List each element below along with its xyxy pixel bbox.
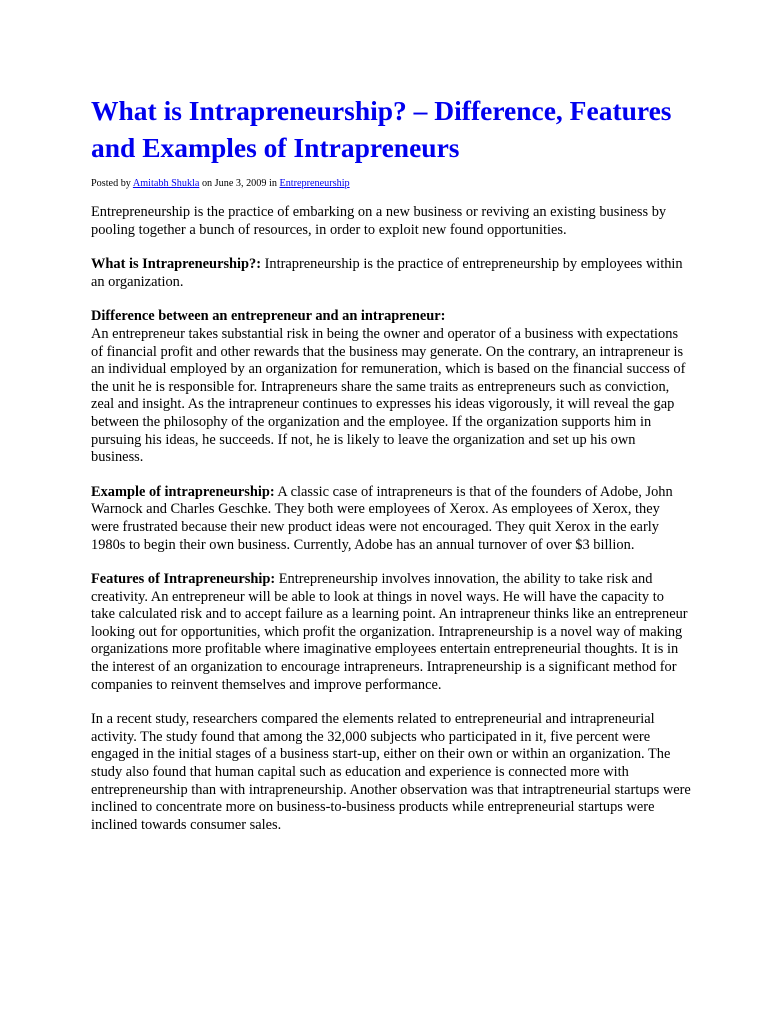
example-paragraph <box>91 484 691 554</box>
difference-paragraph <box>91 308 691 466</box>
features-paragraph <box>91 571 691 694</box>
what-is-heading: What is Intrapreneurship?: <box>91 256 262 273</box>
byline <box>91 177 691 190</box>
category-link[interactable]: Entrepreneurship <box>279 178 350 189</box>
author-link[interactable]: Amitabh Shukla <box>132 178 200 189</box>
byline-posted-by: Posted by <box>91 178 131 189</box>
intro-paragraph: Entrepreneurship is the practice of embarking on a new business or reviving an existing business by pooling together a bunch of resources, in order to exploit new found opportunities. <box>91 204 667 238</box>
example-heading: Example of intrapreneurship: <box>91 483 275 500</box>
example-text: A classic case of intrapreneurs is that of the founders of Adobe, John Warnock and Charles Geschke. They both were employees of Xerox. As employees of Xerox, they were frustrated because their new product ideas were not encouraged. They quit Xerox in the early 1980s to begin their own business. Currently, Adobe has an annual turnover of over $3 billion. <box>91 483 673 553</box>
byline-date: on June 3, 2009 in <box>201 178 277 189</box>
difference-text: An entrepreneur takes substantial risk in being the owner and operator of a business with expectations of financial profit and other rewards that the business may generate. On the contrary, an intrapreneur is an individual employed by an organization for remuneration, which is based on the financial success of the unit he is responsible for. Intrapreneurs share the same traits as entrepreneurs such as conviction, zeal and insight. As the intrapreneur continues to expresses his ideas vigorously, it will reveal the gap between the philosophy of the organization and the employee. If the organization supports him in pursuing his ideas, he succeeds. If not, he is likely to leave the organization and set up his own business. <box>91 325 686 466</box>
what-is-text: Intrapreneurship is the practice of entrepreneurship by employees within an organization. <box>91 256 683 290</box>
what-is-paragraph <box>91 256 691 291</box>
article-title: What is Intrapreneurship? – Difference, Features and Examples of Intrapreneurs <box>91 95 672 163</box>
article <box>91 92 691 834</box>
difference-heading: Difference between an entrepreneur and an intrapreneur: <box>91 308 446 325</box>
features-text: Entrepreneurship involves innovation, the ability to take risk and creativity. An entrepreneur will be able to look at things in novel ways. He will have the capacity to take calculated risk and to accept failure as a learning point. An intrapreneur thinks like an entrepreneur looking out for opportunities, which profit the organization. Intrapreneurship is a novel way of making organizations more profitable where imaginative employees entertain entrepreneurial thoughts. It is in the interest of an organization to encourage intrapreneurs. Intrapreneurship is a significant method for companies to reinvent themselves and improve performance. <box>91 571 688 693</box>
study-paragraph: In a recent study, researchers compared the elements related to entrepreneurial and intrapreneurial activity. The study found that among the 32,000 subjects who participated in it, five percent were engaged in the initial stages of a business start-up, either on their own or within an organization. The study also found that human capital such as education and experience is connected more with entrepreneurship than with intrapreneurship. Another observation was that intraptreneurial startups were inclined to concentrate more on business-to-business products while entrepreneurial startups were inclined towards consumer sales. <box>91 711 691 833</box>
features-heading: Features of Intrapreneurship: <box>91 571 276 588</box>
